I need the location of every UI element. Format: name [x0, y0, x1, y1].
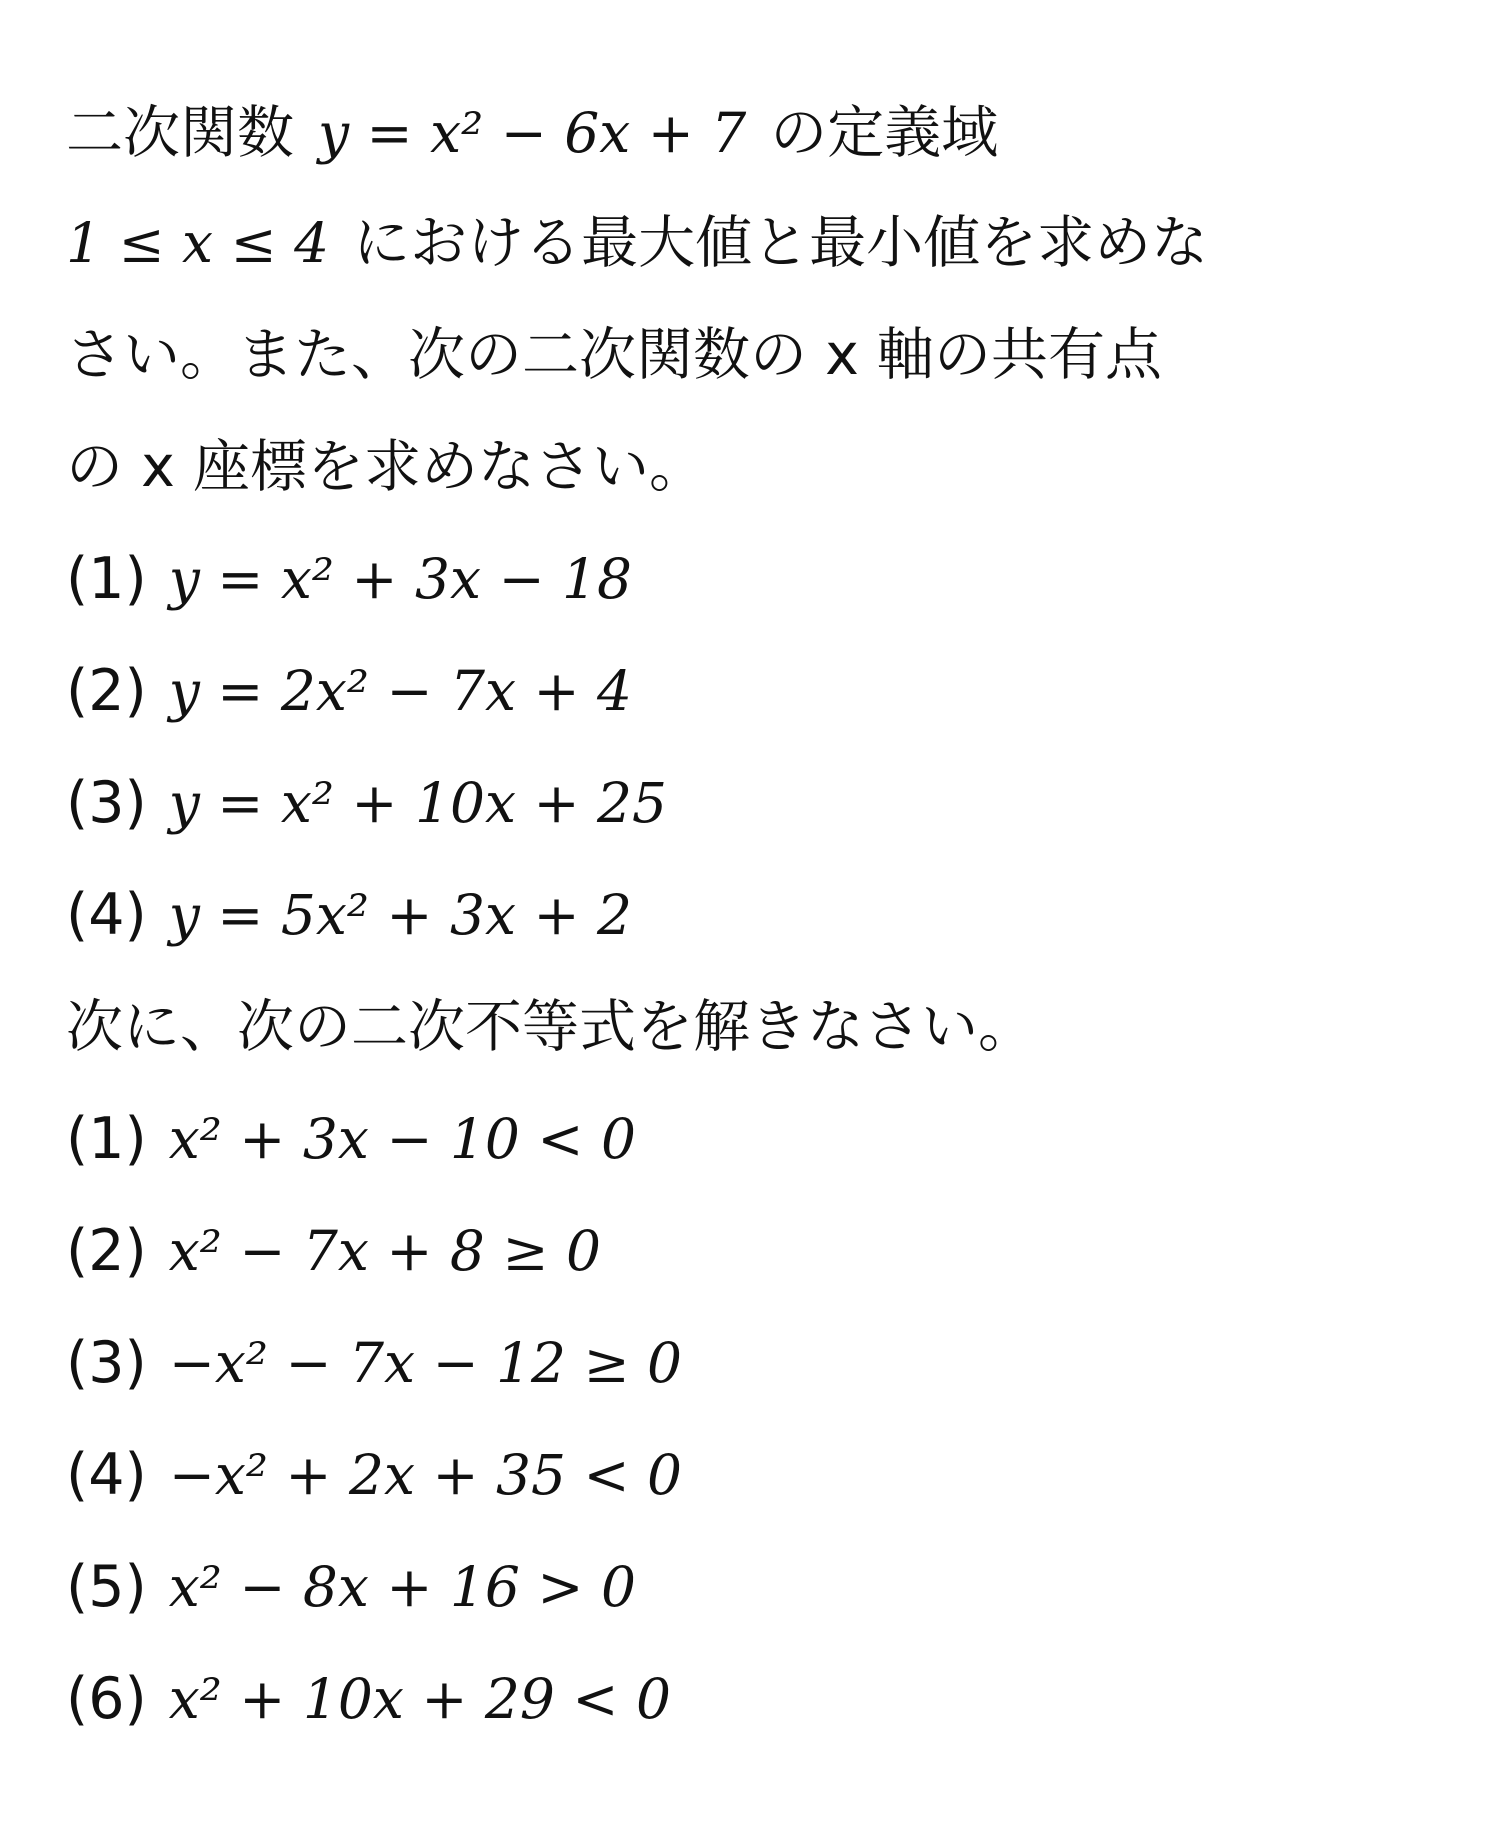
- item-number: (3): [66, 1330, 147, 1396]
- function-item: [66, 768, 667, 838]
- item-number: (3): [66, 770, 147, 836]
- main-function-formula: y = x² − 6x + 7: [318, 101, 747, 165]
- intro-text: の定義域: [770, 100, 999, 166]
- inequality-formula: −x² − 7x − 12 ≥ 0: [168, 1331, 683, 1395]
- intro-line-2: [66, 208, 1208, 278]
- inequality-item: [66, 1104, 636, 1174]
- item-number: (6): [66, 1666, 147, 1732]
- inequality-formula: x² + 10x + 29 < 0: [168, 1667, 671, 1731]
- intro-text: さい。また、次の二次関数の x 軸の共有点: [66, 322, 1162, 388]
- intro-text: 二次関数: [66, 100, 294, 166]
- inequality-item: [66, 1552, 636, 1622]
- function-formula: y = x² + 3x − 18: [168, 547, 633, 611]
- inequality-item: [66, 1216, 601, 1286]
- inequality-heading: [66, 992, 1035, 1062]
- intro-line-3: [66, 320, 1162, 390]
- intro-line-4: [66, 432, 706, 502]
- intro-text: の x 座標を求めなさい。: [66, 434, 706, 500]
- inequality-formula: −x² + 2x + 35 < 0: [168, 1443, 683, 1507]
- function-formula: y = x² + 10x + 25: [168, 771, 668, 835]
- function-item: [66, 544, 632, 614]
- item-number: (2): [66, 1218, 147, 1284]
- function-item: [66, 880, 632, 950]
- function-item: [66, 656, 632, 726]
- item-number: (1): [66, 546, 147, 612]
- heading-text: 次に、次の二次不等式を解きなさい。: [66, 994, 1035, 1060]
- item-number: (4): [66, 1442, 147, 1508]
- domain-formula: 1 ≤ x ≤ 4: [66, 211, 330, 275]
- function-formula: y = 5x² + 3x + 2: [168, 883, 633, 947]
- item-number: (2): [66, 658, 147, 724]
- item-number: (1): [66, 1106, 147, 1172]
- inequality-formula: x² − 7x + 8 ≥ 0: [168, 1219, 601, 1283]
- item-number: (4): [66, 882, 147, 948]
- inequality-item: [66, 1664, 671, 1734]
- inequality-formula: x² + 3x − 10 < 0: [168, 1107, 636, 1171]
- function-formula: y = 2x² − 7x + 4: [168, 659, 633, 723]
- intro-line-1: [66, 98, 998, 168]
- inequality-item: [66, 1440, 682, 1510]
- inequality-formula: x² − 8x + 16 > 0: [168, 1555, 636, 1619]
- inequality-item: [66, 1328, 682, 1398]
- intro-text: における最大値と最小値を求めな: [353, 210, 1209, 276]
- item-number: (5): [66, 1554, 147, 1620]
